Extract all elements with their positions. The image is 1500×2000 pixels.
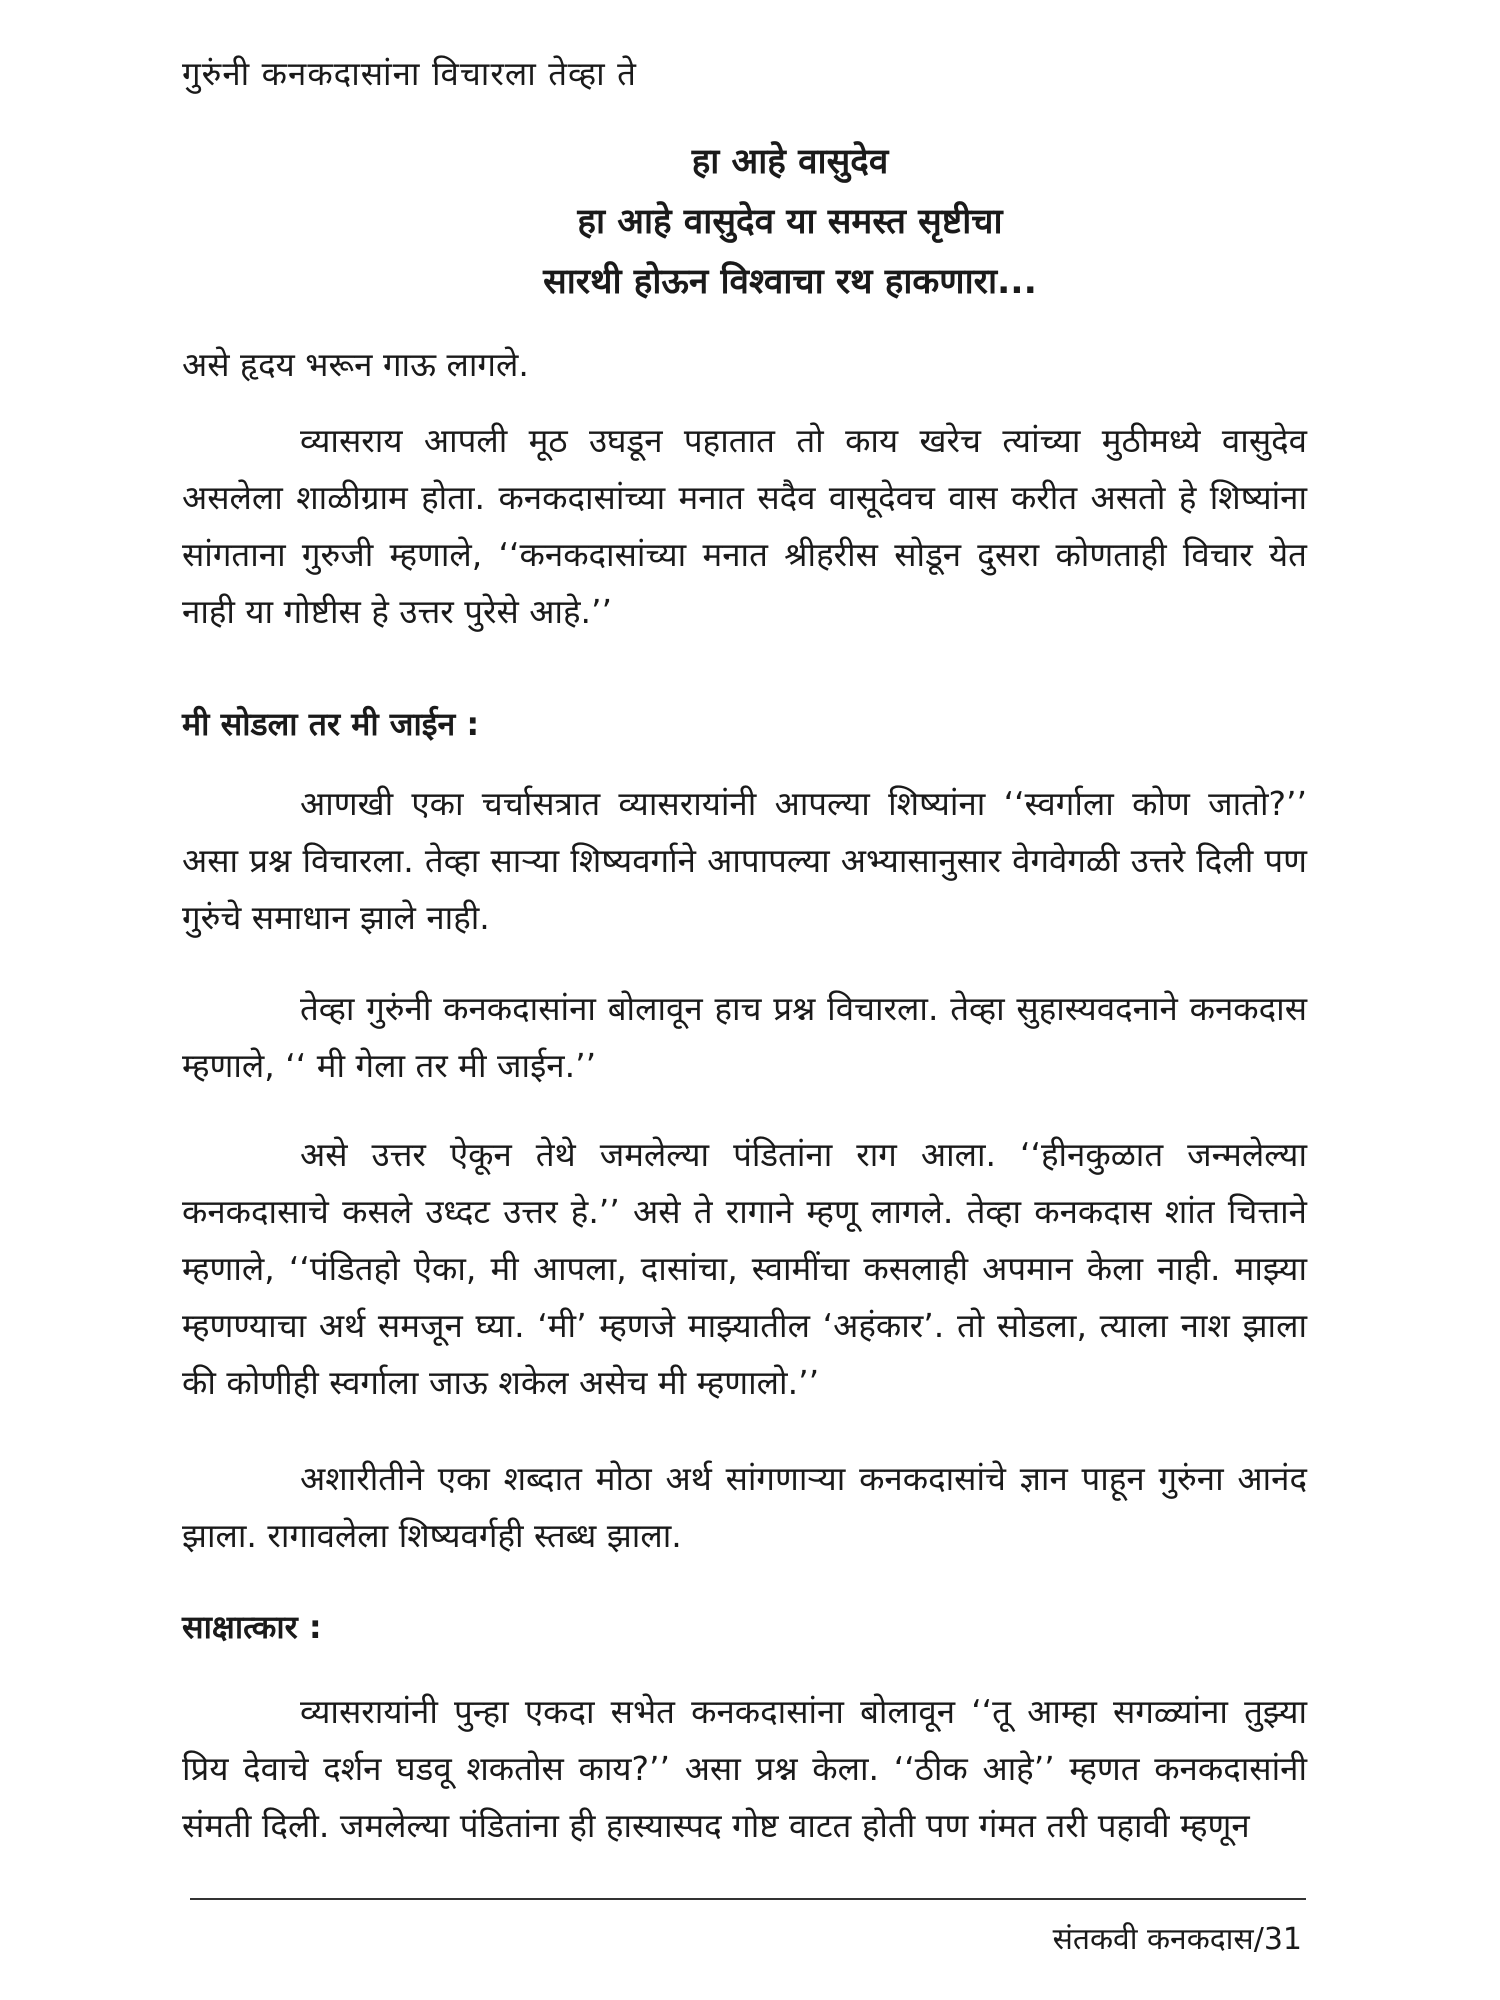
paragraph-1: व्यासराय आपली मूठ उघडून पहातात तो काय खरेच त्यांच्या मुठीमध्ये वासुदेव असलेला शाळीग्राम होता. कनकदासांच्या मनात सदैव वासूदेवच वास करीत असतो हे शिष्यांना सांगताना गुरुजी म्हणाले, ‘‘कनकदासांच्या मनात श्रीहरीस सोडून दुसरा कोणताही विचार येत नाही या गोष्टीस हे उत्तर पुरेसे आहे.’’ xyxy=(182,421,1307,631)
after-verse-line: असे हृदय भरून गाऊ लागले. xyxy=(182,345,529,384)
footer-divider xyxy=(190,1898,1306,1900)
book-title: संतकवी कनकदास xyxy=(1052,1922,1254,1957)
section-heading-1: मी सोडला तर मी जाईन : xyxy=(182,705,480,743)
verse-line-2: हा आहे वासुदेव या समस्त सृष्टीचा xyxy=(577,202,1003,242)
page-footer xyxy=(1053,1920,1302,1960)
paragraph-3: तेव्हा गुरुंनी कनकदासांना बोलावून हाच प्रश्न विचारला. तेव्हा सुहास्यवदनाने कनकदास म्हणाले, ‘‘ मी गेला तर मी जाईन.’’ xyxy=(182,989,1307,1085)
paragraph-4: असे उत्तर ऐकून तेथे जमलेल्या पंडितांना राग आला. ‘‘हीनकुळात जन्मलेल्या कनकदासाचे कसले उध्दट उत्तर हे.’’ असे ते रागाने म्हणू लागले. तेव्हा कनकदास शांत चित्ताने म्हणाले, ‘‘पंडितहो ऐका, मी आपला, दासांचा, स्वामींचा कसलाही अपमान केला नाही. माझ्या म्हणण्याचा अर्थ समजून घ्या. ‘मी’ म्हणजे माझ्यातील ‘अहंकार’. तो सोडला, त्याला नाश झाला की कोणीही स्वर्गाला जाऊ शकेल असेच मी म्हणालो.’’ xyxy=(182,1135,1307,1402)
intro-line: गुरुंनी कनकदासांना विचारला तेव्हा ते xyxy=(182,54,637,93)
page-number: /31 xyxy=(1253,1922,1302,1957)
section-heading-2: साक्षात्कार : xyxy=(182,1608,322,1646)
paragraph-5: अशारीतीने एका शब्दात मोठा अर्थ सांगणाऱ्या कनकदासांचे ज्ञान पाहून गुरुंना आनंद झाला. रागावलेला शिष्यवर्गही स्तब्ध झाला. xyxy=(182,1459,1307,1555)
paragraph-2: आणखी एका चर्चासत्रात व्यासरायांनी आपल्या शिष्यांना ‘‘स्वर्गाला कोण जातो?’’ असा प्रश्न विचारला. तेव्हा साऱ्या शिष्यवर्गाने आपापल्या अभ्यासानुसार वेगवेगळी उत्तरे दिली पण गुरुंचे समाधान झाले नाही. xyxy=(182,784,1307,937)
verse-line-3: सारथी होऊन विश्वाचा रथ हाकणारा... xyxy=(543,262,1037,302)
verse-line-1: हा आहे वासुदेव xyxy=(691,142,889,182)
paragraph-6: व्यासरायांनी पुन्हा एकदा सभेत कनकदासांना बोलावून ‘‘तू आम्हा सगळ्यांना तुझ्या प्रिय देवाचे दर्शन घडवू शकतोस काय?’’ असा प्रश्न केला. ‘‘ठीक आहे’’ म्हणत कनकदासांनी संमती दिली. जमलेल्या पंडितांना ही हास्यास्पद गोष्ट वाटत होती पण गंमत तरी पहावी म्हणून xyxy=(182,1692,1307,1845)
